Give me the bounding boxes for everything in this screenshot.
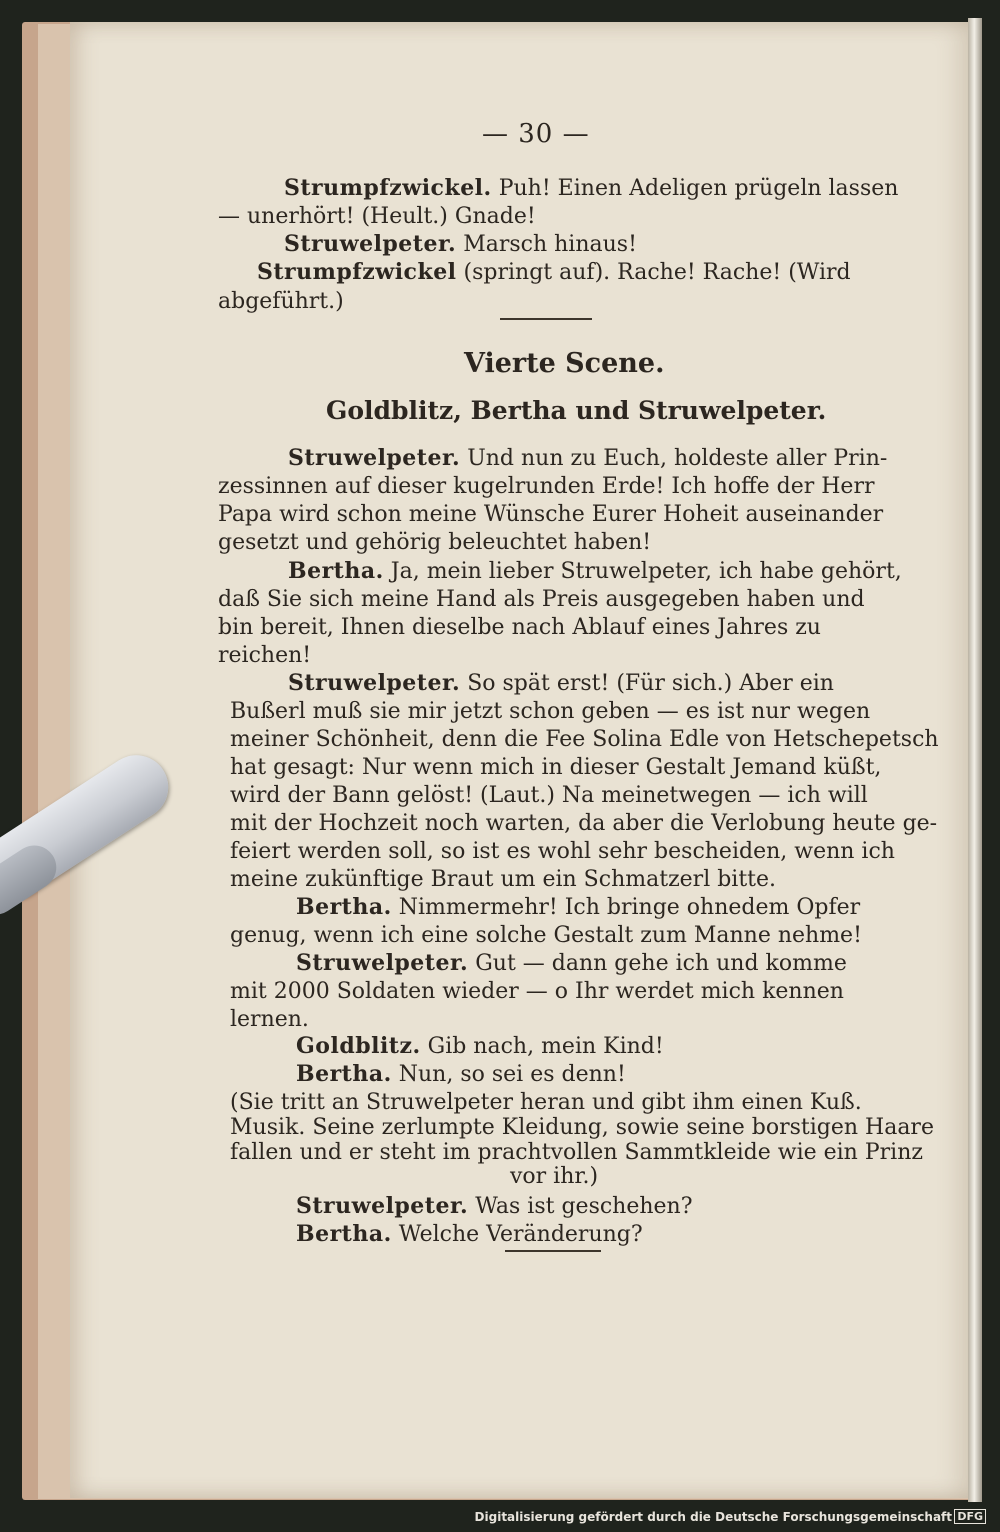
speaker-name: Struwelpeter. xyxy=(288,670,461,696)
dialogue-line xyxy=(510,1162,598,1191)
page-number: — 30 — xyxy=(482,119,590,149)
dialogue-line xyxy=(230,977,844,1006)
line-text: Bußerl muß sie mir jetzt schon geben — es ist nur wegen xyxy=(230,699,871,724)
line-text: Marsch hinaus! xyxy=(463,232,637,257)
line-text: So spät erst! (Für sich.) Aber ein xyxy=(467,671,834,696)
page-fold-edge xyxy=(968,18,982,1502)
speaker-name: Strumpfzwickel xyxy=(257,259,457,285)
top-dialogue-line xyxy=(257,258,851,287)
line-text: vor ihr.) xyxy=(510,1164,599,1189)
line-text: fallen und er steht im prachtvollen Sammtkleide wie ein Prinz xyxy=(230,1140,923,1165)
dialogue-line xyxy=(230,781,868,810)
line-text: meiner Schönheit, denn die Fee Solina Edle von Hetschepetsch xyxy=(230,727,939,752)
line-text: Was ist geschehen? xyxy=(475,1194,693,1219)
line-text: (Sie tritt an Struwelpeter heran und gibt ihm einen Kuß. xyxy=(230,1090,862,1115)
dialogue-line xyxy=(230,837,895,866)
top-dialogue-line xyxy=(284,174,898,203)
speaker-name: Struwelpeter. xyxy=(296,950,469,976)
speaker-name: Bertha. xyxy=(296,1221,392,1247)
dialogue-line xyxy=(296,1192,693,1221)
line-text: — unerhört! (Heult.) Gnade! xyxy=(218,204,536,229)
line-text: Ja, mein lieber Struwelpeter, ich habe gehört, xyxy=(390,559,902,584)
footer-credit: Digitalisierung gefördert durch die Deutsche Forschungsgemeinschaft xyxy=(474,1510,952,1524)
dialogue-line xyxy=(230,1005,309,1034)
line-text: hat gesagt: Nur wenn mich in dieser Gestalt Jemand küßt, xyxy=(230,755,882,780)
line-text: reichen! xyxy=(218,643,312,668)
line-text: bin bereit, Ihnen dieselbe nach Ablauf eines Jahres zu xyxy=(218,615,821,640)
scene-persons: Goldblitz, Bertha und Struwelpeter. xyxy=(326,396,827,425)
line-text: Und nun zu Euch, holdeste aller Prin- xyxy=(467,446,888,471)
line-text: (springt auf). Rache! Rache! (Wird xyxy=(463,260,851,285)
line-text: zessinnen auf dieser kugelrunden Erde! Ich hoffe der Herr xyxy=(218,474,875,499)
top-dialogue-line xyxy=(284,230,637,259)
dialogue-line xyxy=(218,528,651,557)
line-text: gesetzt und gehörig beleuchtet haben! xyxy=(218,530,652,555)
line-text: mit 2000 Soldaten wieder — o Ihr werdet mich kennen xyxy=(230,979,844,1004)
line-text: Welche Veränderung? xyxy=(398,1222,643,1247)
dialogue-line xyxy=(296,1220,643,1249)
dialogue-line xyxy=(218,500,883,529)
dialogue-line xyxy=(296,949,847,978)
line-text: mit der Hochzeit noch warten, da aber die Verlobung heute ge- xyxy=(230,811,938,836)
line-text: abgeführt.) xyxy=(218,289,344,314)
speaker-name: Bertha. xyxy=(296,894,392,920)
dialogue-line xyxy=(218,472,874,501)
line-text: Puh! Einen Adeligen prügeln lassen xyxy=(498,176,899,201)
dialogue-line xyxy=(230,753,881,782)
speaker-name: Struwelpeter. xyxy=(284,231,457,257)
dialogue-line xyxy=(288,444,887,473)
line-text: meine zukünftige Braut um ein Schmatzerl bitte. xyxy=(230,867,777,892)
speaker-name: Bertha. xyxy=(296,1061,392,1087)
dialogue-line xyxy=(296,893,860,922)
dialogue-line xyxy=(218,613,821,642)
line-text: daß Sie sich meine Hand als Preis ausgegeben haben und xyxy=(218,587,865,612)
dialogue-line xyxy=(218,641,311,670)
line-text: lernen. xyxy=(230,1007,309,1032)
line-text: Nun, so sei es denn! xyxy=(398,1062,626,1087)
scene-title: Vierte Scene. xyxy=(464,348,665,379)
dialogue-line xyxy=(218,585,865,614)
line-text: Gut — dann gehe ich und komme xyxy=(475,951,847,976)
speaker-name: Strumpfzwickel. xyxy=(284,175,492,201)
dialogue-line xyxy=(296,1060,626,1089)
dialogue-line xyxy=(288,669,834,698)
dialogue-line xyxy=(230,725,939,754)
dialogue-line xyxy=(230,865,776,894)
separator-rule-top xyxy=(500,318,592,320)
dialogue-line xyxy=(288,557,902,586)
top-dialogue-line xyxy=(218,202,536,231)
line-text: Musik. Seine zerlumpte Kleidung, sowie seine borstigen Haare xyxy=(230,1115,934,1140)
speaker-name: Struwelpeter. xyxy=(288,445,461,471)
speaker-name: Goldblitz. xyxy=(296,1033,421,1059)
dfg-logo: DFG xyxy=(954,1509,986,1524)
speaker-name: Struwelpeter. xyxy=(296,1193,469,1219)
line-text: genug, wenn ich eine solche Gestalt zum Manne nehme! xyxy=(230,923,862,948)
dialogue-line xyxy=(230,697,870,726)
dialogue-line xyxy=(296,1032,664,1061)
dialogue-line xyxy=(230,809,937,838)
line-text: feiert werden soll, so ist es wohl sehr bescheiden, wenn ich xyxy=(230,839,895,864)
line-text: Papa wird schon meine Wünsche Eurer Hoheit auseinander xyxy=(218,502,884,527)
top-dialogue-line xyxy=(218,287,344,316)
speaker-name: Bertha. xyxy=(288,558,384,584)
line-text: Nimmermehr! Ich bringe ohnedem Opfer xyxy=(398,895,861,920)
dialogue-line xyxy=(230,921,862,950)
line-text: Gib nach, mein Kind! xyxy=(427,1034,664,1059)
separator-rule-bottom xyxy=(505,1250,601,1252)
line-text: wird der Bann gelöst! (Laut.) Na meinetwegen — ich will xyxy=(230,783,868,808)
